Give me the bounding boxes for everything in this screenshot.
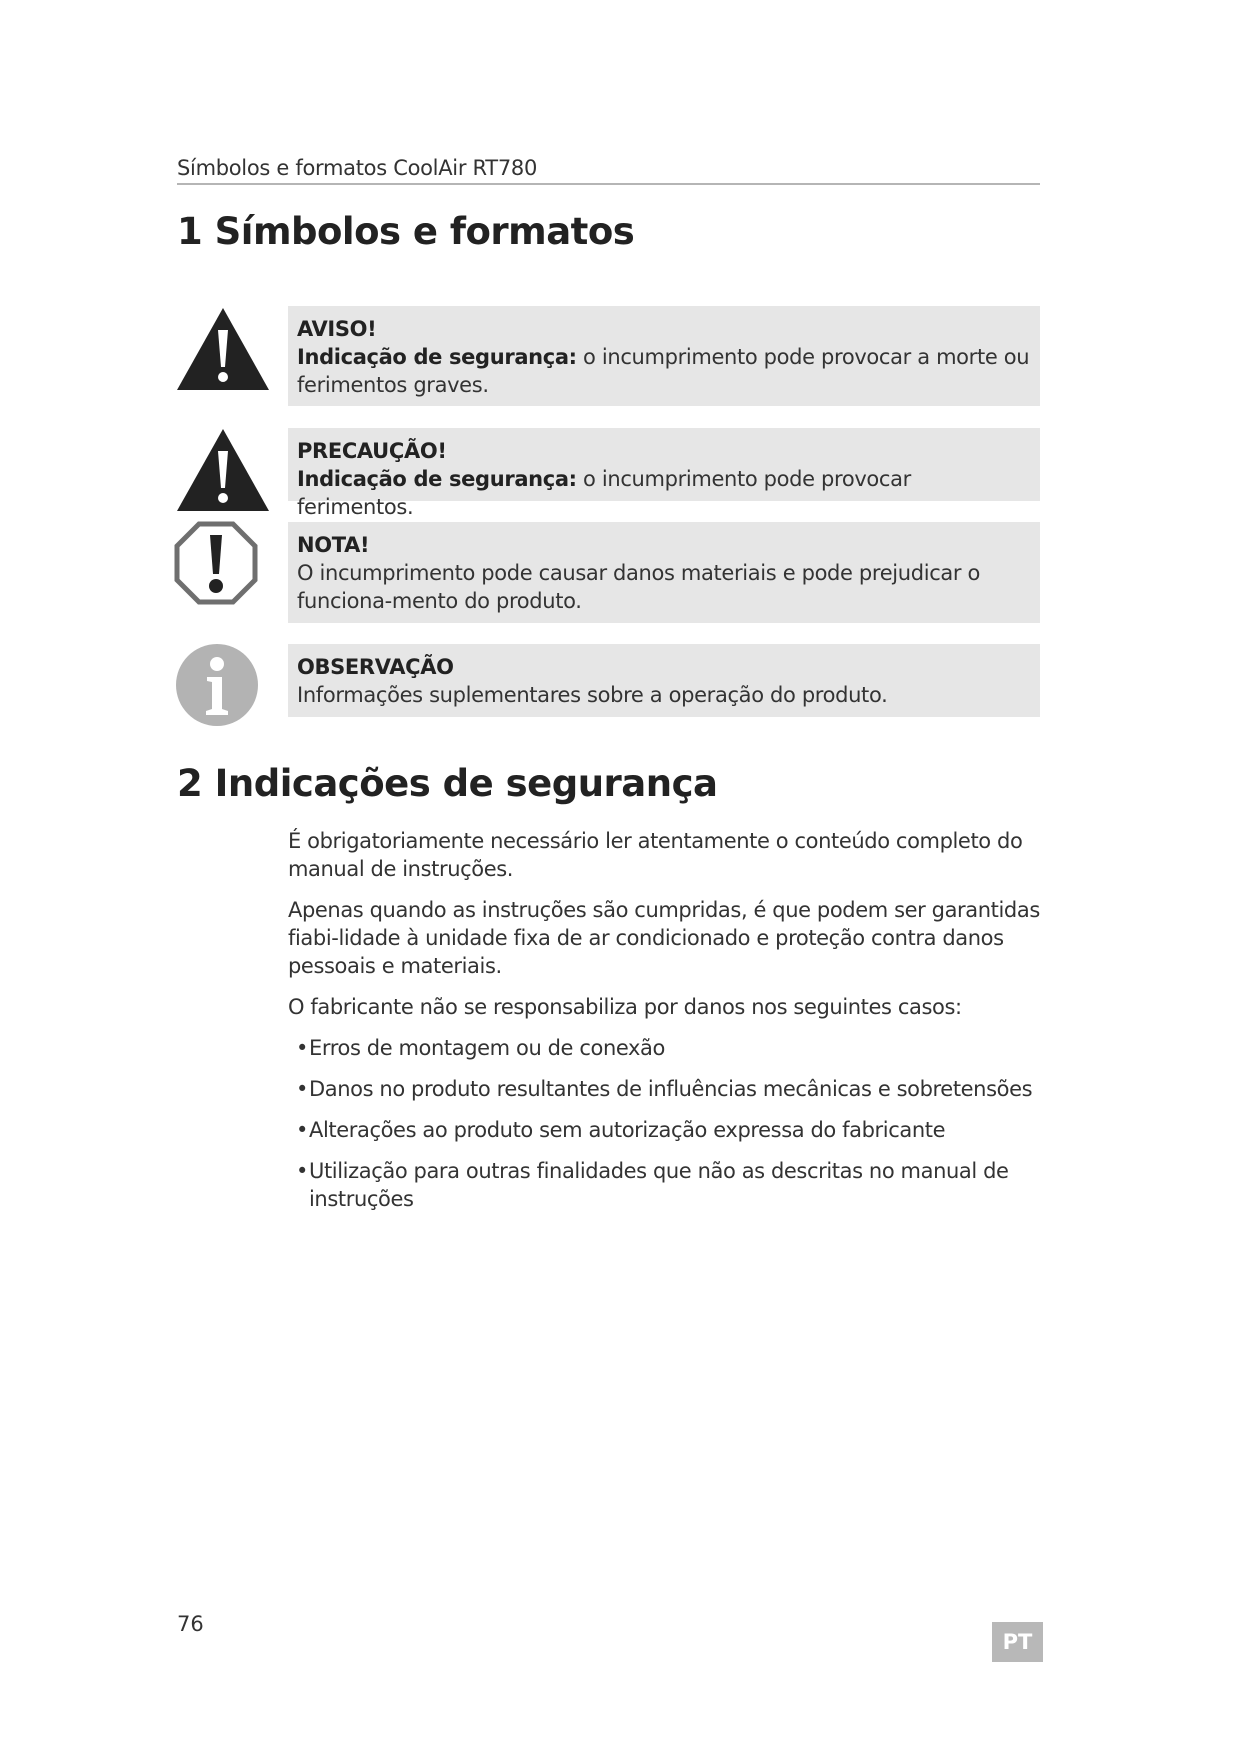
safety-content — [288, 827, 1043, 1226]
paragraph: É obrigatoriamente necessário ler atentamente o conteúdo completo do manual de instruções. — [288, 829, 1023, 881]
warning-triangle-icon — [175, 427, 271, 513]
notice-caution-body: o incumprimento pode provocar ferimentos. — [297, 467, 911, 519]
list-item: •Alterações ao produto sem autorização expressa do fabricante — [296, 1118, 946, 1142]
language-badge: PT — [992, 1622, 1043, 1662]
list-item-text: Danos no produto resultantes de influências mecânicas e sobretensões — [309, 1077, 1033, 1101]
notice-note-body: O incumprimento pode causar danos materiais e pode prejudicar o funciona-mento do produto. — [297, 561, 981, 613]
section-2-title: 2 Indicações de segurança — [177, 762, 718, 805]
notice-warning-label: Indicação de segurança: — [297, 345, 577, 369]
bullet-list — [288, 1034, 1043, 1213]
section-1-title: 1 Símbolos e formatos — [177, 210, 635, 253]
notice-caution-title: PRECAUÇÃO! — [297, 439, 447, 463]
notice-note — [288, 522, 1040, 623]
notice-warning-title: AVISO! — [297, 317, 377, 341]
notice-warning-body: o incumprimento pode provocar a morte ou ferimentos graves. — [297, 345, 1030, 397]
notice-caution-text — [297, 467, 911, 519]
list-item-text: Erros de montagem ou de conexão — [309, 1036, 665, 1060]
warning-triangle-icon — [175, 306, 271, 392]
page-number: 76 — [177, 1612, 204, 1636]
notice-caution — [288, 428, 1040, 519]
info-circle-icon — [175, 643, 259, 727]
list-item-text: Utilização para outras finalidades que não as descritas no manual de instruções — [309, 1159, 1009, 1211]
notice-warning-text — [297, 345, 1029, 397]
list-item: •Danos no produto resultantes de influências mecânicas e sobretensões — [296, 1077, 1033, 1101]
octagon-exclamation-icon — [174, 521, 258, 605]
paragraph: Apenas quando as instruções são cumpridas, é que podem ser garantidas fiabi-lidade à unidade fixa de ar condicionado e proteção contra danos pessoais e materiais. — [288, 898, 1040, 978]
notice-info — [288, 644, 1040, 717]
notice-caution-label: Indicação de segurança: — [297, 467, 577, 491]
page-header: Símbolos e formatos CoolAir RT780 — [177, 156, 1040, 185]
list-item-text: Alterações ao produto sem autorização expressa do fabricante — [309, 1118, 946, 1142]
notice-note-title: NOTA! — [297, 533, 370, 557]
list-item: •Utilização para outras finalidades que não as descritas no manual de instruções — [296, 1159, 1009, 1211]
list-item: •Erros de montagem ou de conexão — [296, 1036, 665, 1060]
paragraph: O fabricante não se responsabiliza por danos nos seguintes casos: — [288, 995, 962, 1019]
notice-warning — [288, 306, 1040, 406]
notice-info-body: Informações suplementares sobre a operação do produto. — [297, 683, 888, 707]
notice-info-title: OBSERVAÇÃO — [297, 655, 454, 679]
